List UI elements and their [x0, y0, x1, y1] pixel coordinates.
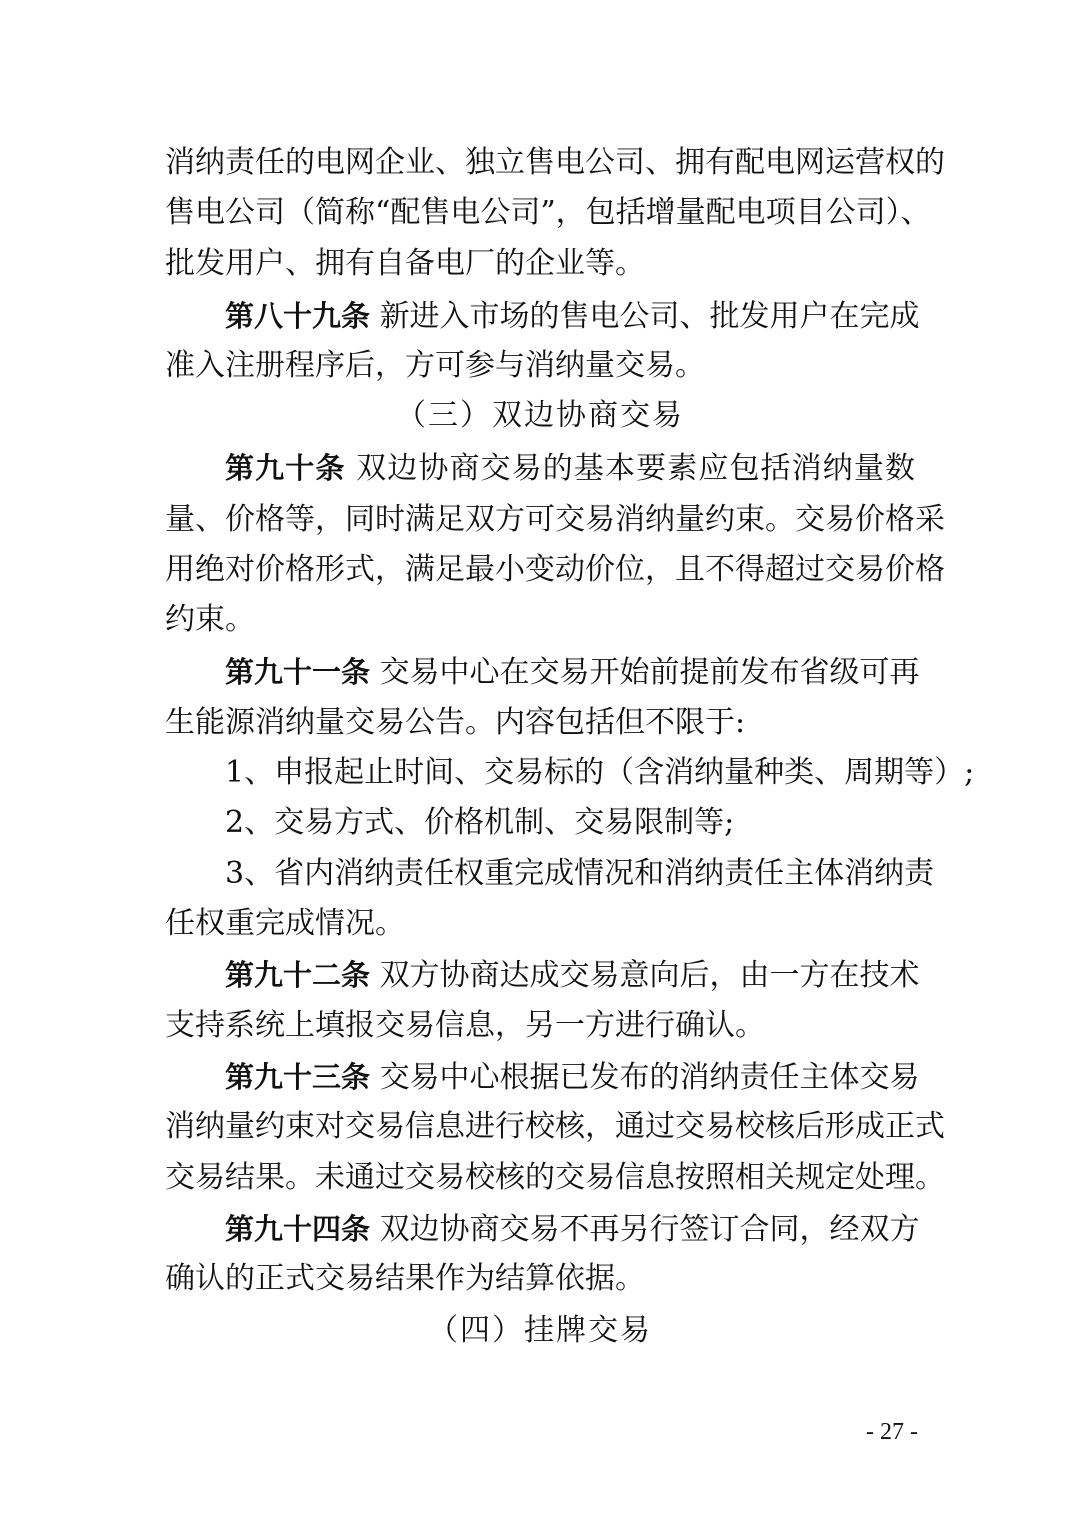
section-heading: （四）挂牌交易 — [428, 1313, 652, 1348]
text-line: 量、价格等，同时满足双方可交易消纳量约束。交易价格采 — [165, 502, 945, 537]
article-number: 第九十一条 — [225, 655, 371, 689]
article-number: 第九十条 — [225, 451, 346, 485]
text-line: 支持系统上填报交易信息，另一方进行确认。 — [165, 1008, 765, 1043]
text-line: 消纳量约束对交易信息进行校核，通过交易校核后形成正式 — [165, 1109, 945, 1144]
page-number: - 27 - — [866, 1419, 918, 1445]
list-item: 1、申报起止时间、交易标的（含消纳量种类、周期等）; — [225, 755, 975, 790]
article-number: 第九十二条 — [225, 958, 371, 992]
text-line: 生能源消纳量交易公告。内容包括但不限于: — [165, 705, 746, 740]
article-number: 第九十四条 — [225, 1212, 371, 1246]
text-line: 用绝对价格形式，满足最小变动价位，且不得超过交易价格 — [165, 552, 945, 587]
article-line: 第九十三条 交易中心根据已发布的消纳责任主体交易 — [225, 1060, 920, 1095]
text-line: 确认的正式交易结果作为结算依据。 — [165, 1261, 645, 1296]
text-line: 批发用户、拥有自备电厂的企业等。 — [165, 246, 645, 281]
article-line: 第八十九条 新进入市场的售电公司、批发用户在完成 — [225, 299, 920, 334]
article-line: 第九十二条 双方协商达成交易意向后，由一方在技术 — [225, 958, 920, 993]
text-line: 交易结果。未通过交易校核的交易信息按照相关规定处理。 — [165, 1160, 945, 1195]
text-line: 任权重完成情况。 — [165, 906, 405, 941]
article-line: 第九十一条 交易中心在交易开始前提前发布省级可再 — [225, 655, 920, 690]
list-item: 3、省内消纳责任权重完成情况和消纳责任主体消纳责 — [225, 856, 935, 891]
list-item: 2、交易方式、价格机制、交易限制等; — [225, 805, 735, 840]
article-number: 第八十九条 — [225, 299, 371, 333]
article-line: 第九十四条 双边协商交易不再另行签订合同，经双方 — [225, 1212, 920, 1247]
article-number: 第九十三条 — [225, 1060, 371, 1094]
text-line: 准入注册程序后，方可参与消纳量交易。 — [165, 348, 705, 383]
text-line: 约束。 — [165, 602, 255, 637]
article-line: 第九十条 双边协商交易的基本要素应包括消纳量数 — [225, 451, 915, 486]
section-heading: （三）双边协商交易 — [396, 398, 684, 433]
text-line: 售电公司（简称“配售电公司”，包括增量配电项目公司）、 — [165, 195, 931, 230]
text-line: 消纳责任的电网企业、独立售电公司、拥有配电网运营权的 — [165, 145, 945, 180]
